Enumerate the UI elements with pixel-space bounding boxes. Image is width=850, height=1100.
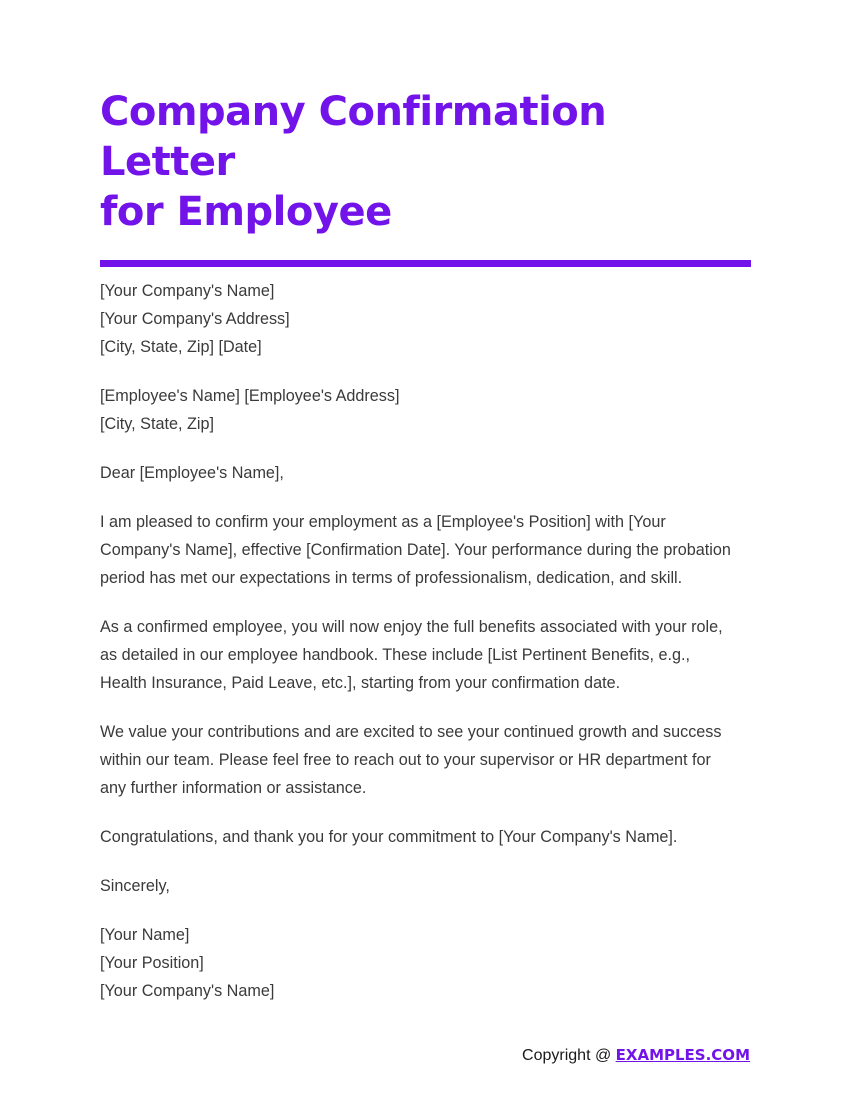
letter-body bbox=[100, 277, 750, 1005]
signature-position: [Your Position] bbox=[100, 954, 204, 972]
paragraph-line: within our team. Please feel free to reach out to your supervisor or HR department for bbox=[100, 751, 711, 769]
examples-link[interactable]: EXAMPLES.COM bbox=[615, 1046, 750, 1064]
paragraph-line: period has met our expectations in terms of professionalism, dedication, and skill. bbox=[100, 569, 683, 587]
paragraph-line: As a confirmed employee, you will now enjoy the full benefits associated with your role, bbox=[100, 618, 723, 636]
sender-city-date: [City, State, Zip] [Date] bbox=[100, 338, 262, 356]
paragraph-line: Health Insurance, Paid Leave, etc.], starting from your confirmation date. bbox=[100, 674, 621, 692]
signature-company: [Your Company's Name] bbox=[100, 982, 275, 1000]
paragraph-line: any further information or assistance. bbox=[100, 779, 367, 797]
page-title bbox=[100, 0, 750, 237]
paragraph-confirmation bbox=[100, 508, 750, 592]
title-line-2: for Employee bbox=[100, 189, 392, 235]
paragraph-benefits bbox=[100, 613, 750, 697]
paragraph-growth bbox=[100, 718, 750, 802]
copyright-footer bbox=[522, 1045, 750, 1066]
paragraph-line: Company's Name], effective [Confirmation Date]. Your performance during the probation bbox=[100, 541, 731, 559]
sender-company-address: [Your Company's Address] bbox=[100, 310, 290, 328]
recipient-city: [City, State, Zip] bbox=[100, 415, 214, 433]
recipient-name-address: [Employee's Name] [Employee's Address] bbox=[100, 387, 400, 405]
sender-company-name: [Your Company's Name] bbox=[100, 282, 275, 300]
sender-address-block bbox=[100, 277, 750, 361]
recipient-address-block bbox=[100, 382, 750, 438]
salutation: Dear [Employee's Name], bbox=[100, 464, 284, 482]
paragraph-line: We value your contributions and are excited to see your continued growth and success bbox=[100, 723, 722, 741]
title-divider bbox=[100, 260, 751, 267]
paragraph-line: as detailed in our employee handbook. These include [List Pertinent Benefits, e.g., bbox=[100, 646, 691, 664]
sign-off: Sincerely, bbox=[100, 877, 170, 895]
copyright-label: Copyright @ bbox=[522, 1047, 616, 1064]
signature-block bbox=[100, 921, 750, 1005]
signature-name: [Your Name] bbox=[100, 926, 190, 944]
paragraph-line: I am pleased to confirm your employment as a [Employee's Position] with [Your bbox=[100, 513, 666, 531]
closing-statement: Congratulations, and thank you for your commitment to [Your Company's Name]. bbox=[100, 828, 678, 846]
title-line-1: Company Confirmation Letter bbox=[100, 89, 607, 185]
letter-page bbox=[100, 0, 750, 1026]
